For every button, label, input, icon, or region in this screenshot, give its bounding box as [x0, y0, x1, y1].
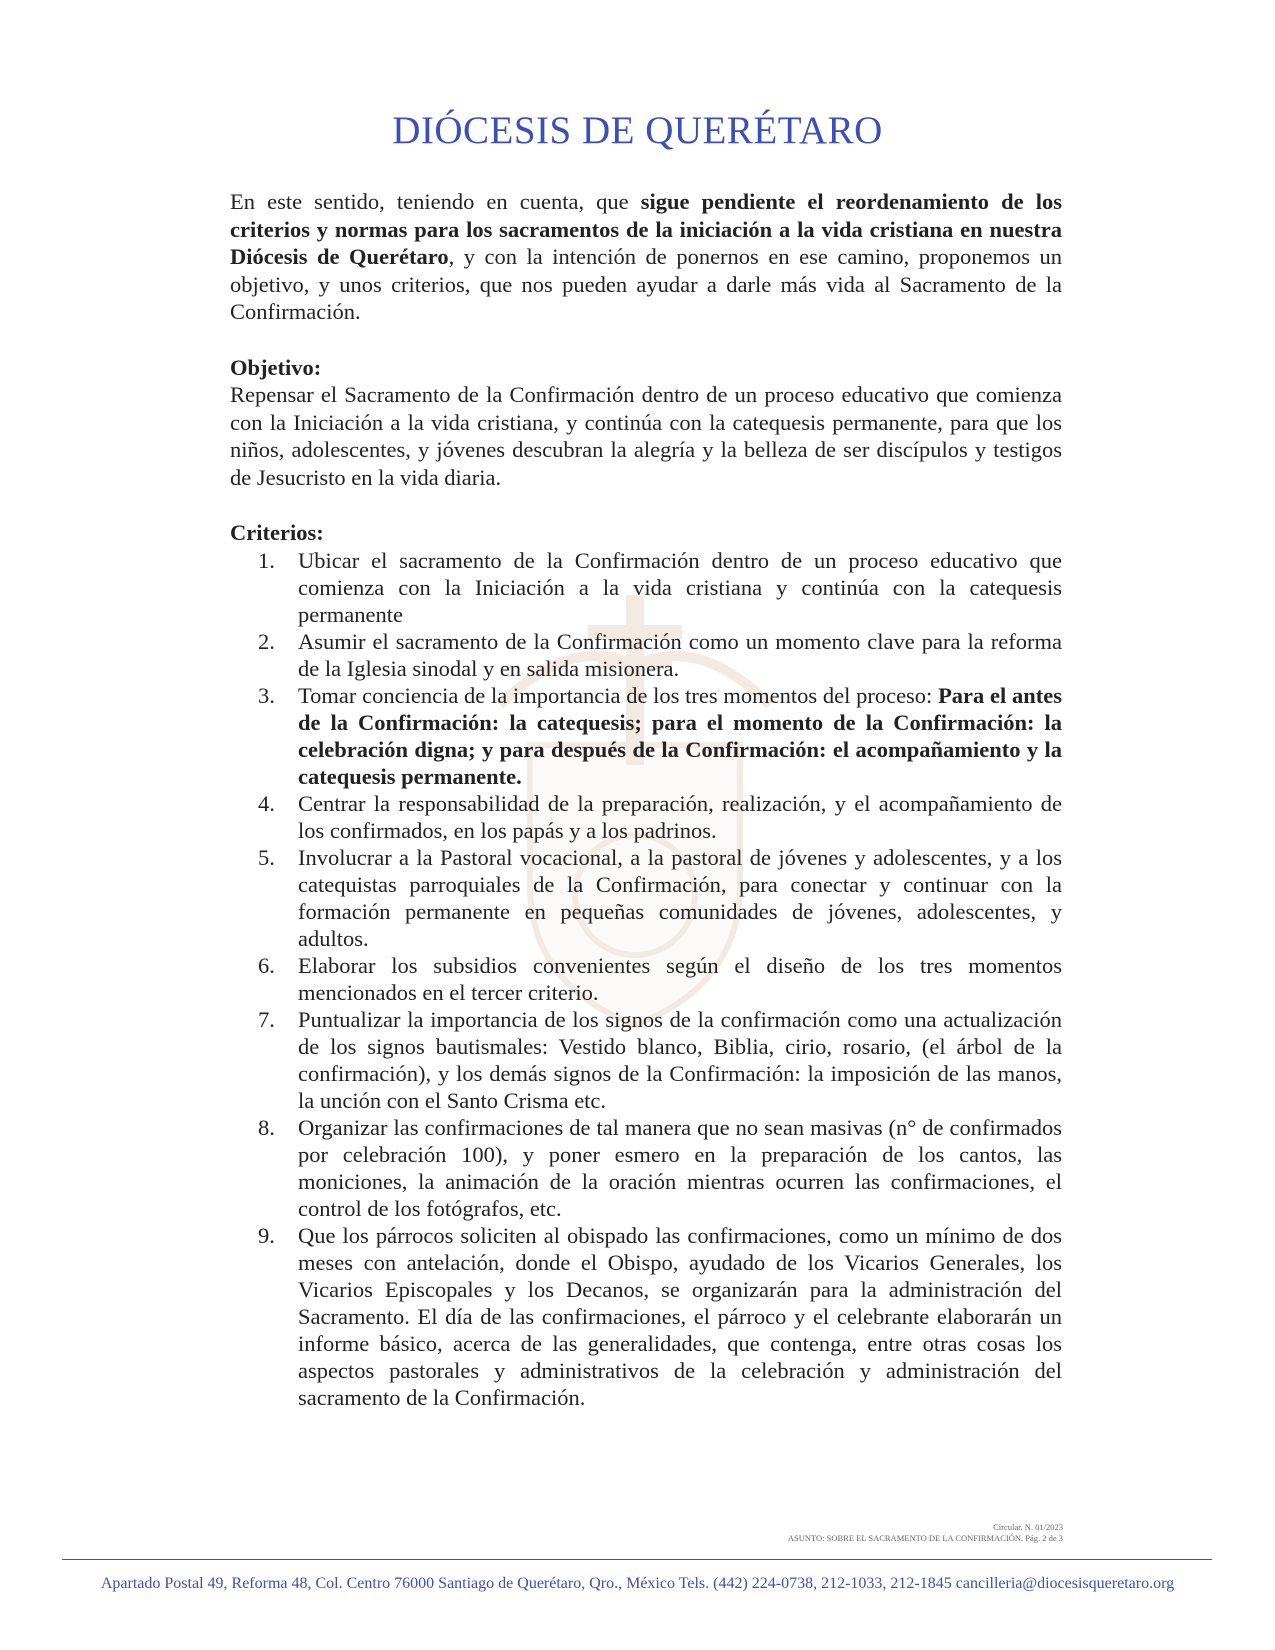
criteria-number: 8.: [258, 1114, 275, 1140]
criteria-text: Ubicar el sacramento de la Confirmación dentro de un proceso educativo que comienza con la Iniciación a la vida cristiana y continúa con la catequesis permanente: [298, 547, 1062, 627]
criteria-item: [230, 1114, 1062, 1222]
criteria-number: 3.: [258, 682, 275, 708]
criteria-number: 5.: [258, 844, 275, 870]
objective-paragraph: Repensar el Sacramento de la Confirmación dentro de un proceso educativo que comienza con la Iniciación a la vida cristiana, y continúa con la catequesis permanente, para que los niños, adolescentes, y jóvenes descubran la alegría y la belleza de ser discípulos y testigos de Jesucristo en la vida diaria.: [230, 382, 1062, 490]
criteria-number: 9.: [258, 1222, 275, 1248]
document-body: [230, 188, 1062, 1411]
criteria-item: [230, 1006, 1062, 1114]
criteria-list: [230, 547, 1062, 1411]
criteria-number: 6.: [258, 952, 275, 978]
page-title: DIÓCESIS DE QUERÉTARO: [392, 109, 883, 152]
criteria-text: Elaborar los subsidios convenientes según el diseño de los tres momentos mencionados en el tercer criterio.: [298, 952, 1062, 1005]
footer-divider: [62, 1559, 1212, 1560]
criteria-item: [230, 628, 1062, 682]
criteria-text: Organizar las confirmaciones de tal manera que no sean masivas (n° de confirmados por celebración 100), y poner esmero en la preparación de los cantos, las moniciones, la animación de la oración mientras ocurren las confirmaciones, el control de los fotógrafos, etc.: [298, 1114, 1062, 1221]
criteria-text: Asumir el sacramento de la Confirmación como un momento clave para la reforma de la Iglesia sinodal y en salida misionera.: [298, 628, 1062, 681]
criteria-number: 1.: [258, 547, 275, 573]
criteria-text: Tomar conciencia de la importancia de los tres momentos del proceso:: [298, 682, 939, 708]
footer-address: Apartado Postal 49, Reforma 48, Col. Centro 76000 Santiago de Querétaro, Qro., México Tels. (442) 224-0738, 212-1033, 212-1845 cancilleria@diocesisqueretaro.org: [100, 1575, 1175, 1592]
criteria-item: [230, 547, 1062, 628]
criteria-text: Puntualizar la importancia de los signos de la confirmación como una actualización de los signos bautismales: Vestido blanco, Biblia, cirio, rosario, (el árbol de la confirmación), y los demás signos de la Confirmación: la imposición de las manos, la unción con el Santo Crisma etc.: [298, 1006, 1062, 1113]
criteria-text: Que los párrocos soliciten al obispado las confirmaciones, como un mínimo de dos meses con antelación, donde el Obispo, ayudado de los Vicarios Generales, los Vicarios Episcopales y los Decanos, se organizarán para la administración del Sacramento. El día de las confirmaciones, el párroco y el celebrante elaborarán un informe básico, acerca de las generalidades, que contenga, entre otras cosas los aspectos pastorales y administrativos de la celebración y administración del sacramento de la Confirmación.: [298, 1222, 1062, 1410]
criteria-number: 4.: [258, 790, 275, 816]
intro-text-end: , y con la intención de ponernos en ese camino, proponemos un objetivo, y unos criterios, que nos pueden ayudar a darle más vida al Sacramento de la Confirmación.: [230, 244, 1062, 324]
criteria-item: [230, 790, 1062, 844]
circular-reference: [788, 1522, 1063, 1544]
intro-bold-text: sigue pendiente el reordenamiento de los criterios y normas para los sacramentos de la iniciación a la vida cristiana en nuestra Diócesis de Querétaro: [230, 189, 1062, 269]
criteria-bold-text: Para el antes de la Confirmación: la catequesis; para el momento de la Confirmación: la celebración digna; y para después de la Confirmación: el acompañamiento y la catequesis permanente.: [298, 682, 1063, 789]
objective-heading: Objetivo:: [230, 354, 322, 380]
criteria-item: [230, 844, 1062, 952]
criteria-number: 2.: [258, 628, 275, 654]
criteria-text: Involucrar a la Pastoral vocacional, a la pastoral de jóvenes y adolescentes, y a los catequistas parroquiales de la Confirmación, para conectar y continuar con la formación permanente en pequeñas comunidades de jóvenes, adolescentes, y adultos.: [298, 844, 1062, 951]
criteria-item: [230, 682, 1062, 790]
circular-number: Circular. N. 01/2023: [993, 1522, 1063, 1532]
criteria-text: Centrar la responsabilidad de la preparación, realización, y el acompañamiento de los confirmados, en los papás y a los padrinos.: [298, 790, 1062, 843]
criteria-item: [230, 1222, 1062, 1411]
intro-text-start: En este sentido, teniendo en cuenta, que: [230, 189, 641, 214]
intro-paragraph: [230, 188, 1062, 326]
circular-subject: ASUNTO: SOBRE EL SACRAMENTO DE LA CONFIRMACIÓN. Pág. 2 de 3: [787, 1533, 1063, 1543]
criteria-heading: Criterios:: [230, 520, 324, 545]
criteria-number: 7.: [258, 1006, 275, 1032]
criteria-item: [230, 952, 1062, 1006]
